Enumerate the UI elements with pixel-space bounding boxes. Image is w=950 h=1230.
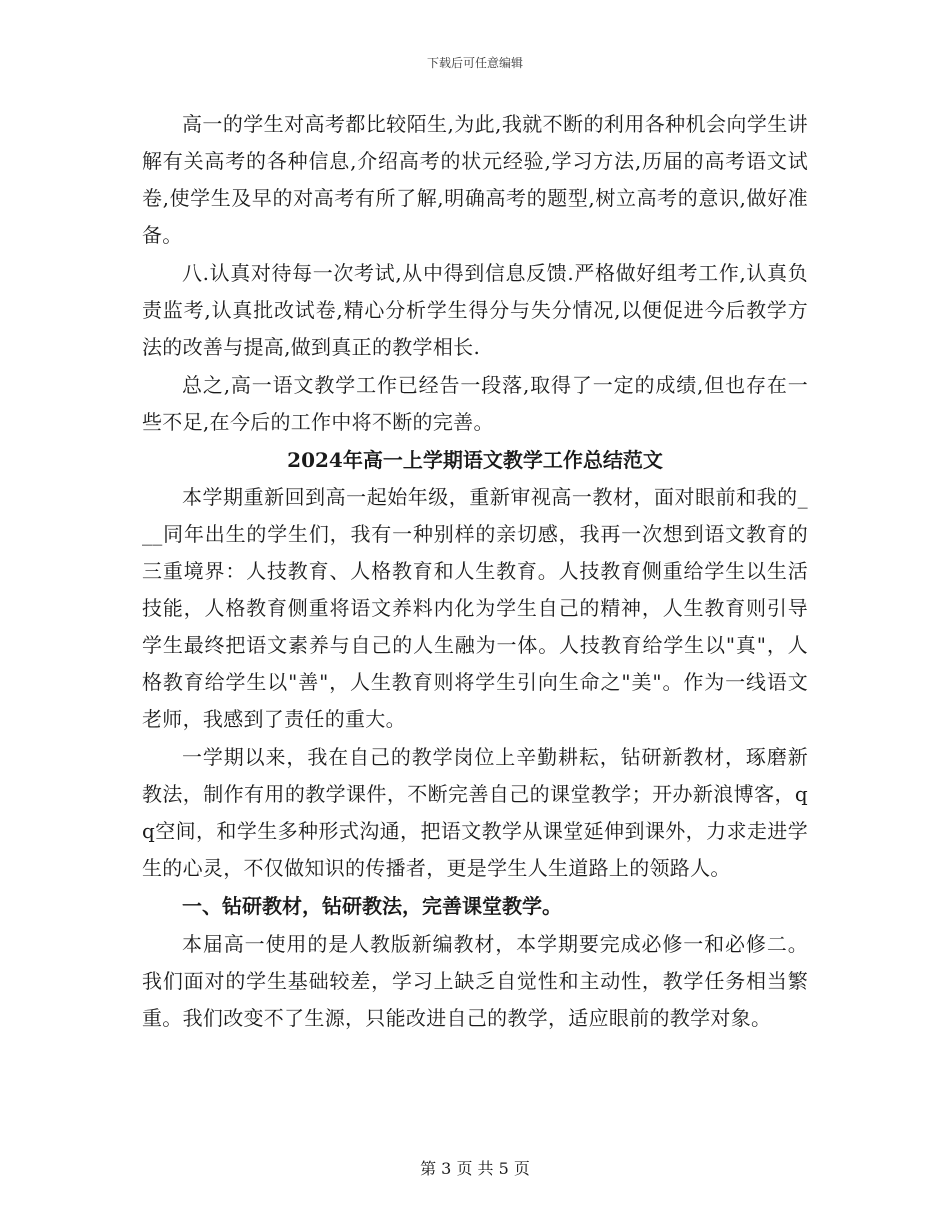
- document-title: 2024年高一上学期语文教学工作总结范文: [287, 448, 663, 472]
- header-note: 下载后可任意编辑: [426, 56, 523, 70]
- section-heading-1: 一、钻研教材，钻研教法，完善课堂教学。: [182, 894, 562, 918]
- paragraph-4: 本学期重新回到高一起始年级，重新审视高一教材，面对眼前和我的___同年出生的学生们，我有一种别样的亲切感，我再一次想到语文教育的三重境界：人技教育、人格教育和人生教育。人技教育侧重给学生以生活技能，人格教育侧重将语文养料内化为学生自己的精神，人生教育则引导学生最终把语文素养与自己的人生融为一体。人技教育给学生以"真"，人格教育给学生以"善"，人生教育则将学生引向生命之"美"。作为一线语文老师，我感到了责任的重大。: [142, 485, 808, 731]
- document-body: [142, 106, 808, 1037]
- paragraph-5: 一学期以来，我在自己的教学岗位上辛勤耕耘，钻研新教材，琢磨新教法，制作有用的教学课件，不断完善自己的课堂教学；开办新浪博客，qq空间，和学生多种形式沟通，把语文教学从课堂延伸到课外，力求走进学生的心灵，不仅做知识的传播者，更是学生人生道路上的领路人。: [142, 745, 808, 880]
- page-number: 第 3 页 共 5 页: [420, 1159, 530, 1178]
- paragraph-2: 八.认真对待每一次考试,从中得到信息反馈.严格做好组考工作,认真负责监考,认真批改试卷,精心分析学生得分与失分情况,以便促进今后教学方法的改善与提高,做到真正的教学相长.: [142, 261, 808, 359]
- paragraph-3: 总之,高一语文教学工作已经告一段落,取得了一定的成绩,但也存在一些不足,在今后的工作中将不断的完善。: [142, 373, 808, 434]
- paragraph-1: 高一的学生对高考都比较陌生,为此,我就不断的利用各种机会向学生讲解有关高考的各种信息,介绍高考的状元经验,学习方法,历届的高考语文试卷,使学生及早的对高考有所了解,明确高考的题型,树立高考的意识,做好准备。: [142, 112, 808, 247]
- paragraph-6: 本届高一使用的是人教版新编教材，本学期要完成必修一和必修二。我们面对的学生基础较差，学习上缺乏自觉性和主动性，教学任务相当繁重。我们改变不了生源，只能改进自己的教学，适应眼前的教学对象。: [142, 932, 808, 1030]
